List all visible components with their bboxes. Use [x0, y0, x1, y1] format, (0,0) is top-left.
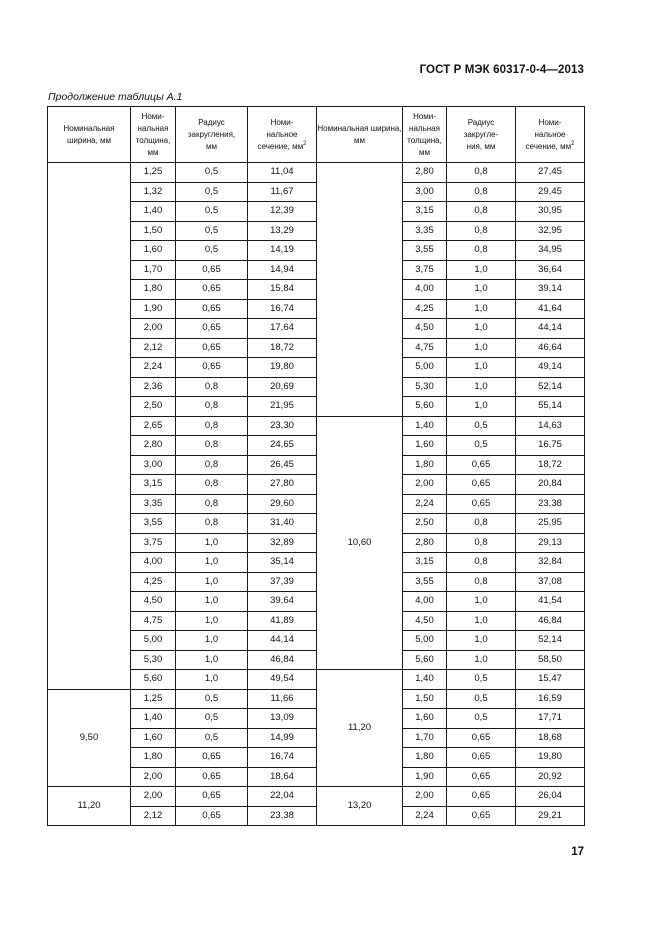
nominal-section-cell-right: 34,95: [516, 241, 585, 261]
nominal-thickness-cell-left: 3,55: [131, 514, 176, 534]
nominal-thickness-cell-left: 1,25: [131, 689, 176, 709]
table-caption: Продолжение таблицы А.1: [48, 91, 183, 103]
nominal-section-cell-right: 29,21: [516, 806, 585, 826]
nominal-section-cell-right: 32,84: [516, 553, 585, 573]
radius-cell-left: 0,8: [176, 514, 248, 534]
col-header-section-left: [248, 107, 317, 163]
nominal-section-cell-right: 29,13: [516, 533, 585, 553]
nominal-section-cell-left: 46,84: [248, 650, 317, 670]
nominal-section-cell-right: 15,47: [516, 670, 585, 690]
nominal-width-cell-right: 11,20: [317, 670, 403, 787]
nominal-section-cell-right: 29,45: [516, 182, 585, 202]
radius-cell-left: 0,5: [176, 202, 248, 222]
table-row: [48, 163, 585, 183]
nominal-thickness-cell-left: 1,40: [131, 202, 176, 222]
nominal-thickness-cell-right: 5,00: [403, 631, 447, 651]
radius-cell-left: 0,65: [176, 280, 248, 300]
radius-cell-left: 0,65: [176, 338, 248, 358]
nominal-section-cell-right: 23,38: [516, 494, 585, 514]
radius-cell-right: 1,0: [447, 280, 516, 300]
col-header-section-right: [516, 107, 585, 163]
nominal-section-cell-left: 37,39: [248, 572, 317, 592]
nominal-thickness-cell-right: 5,30: [403, 377, 447, 397]
nominal-thickness-cell-left: 2,00: [131, 787, 176, 807]
nominal-thickness-cell-left: 2,36: [131, 377, 176, 397]
nominal-section-cell-right: 16,59: [516, 689, 585, 709]
nominal-section-cell-left: 14,94: [248, 260, 317, 280]
radius-cell-left: 0,8: [176, 455, 248, 475]
table-body: [48, 163, 585, 826]
nominal-section-cell-left: 16,74: [248, 299, 317, 319]
nominal-thickness-cell-right: 2,24: [403, 806, 447, 826]
nominal-thickness-cell-right: 5,00: [403, 358, 447, 378]
nominal-section-cell-left: 14,99: [248, 728, 317, 748]
col-header-section-right-sup: 2: [571, 140, 575, 147]
nominal-thickness-cell-left: 4,50: [131, 592, 176, 612]
nominal-section-cell-left: 29,60: [248, 494, 317, 514]
radius-cell-right: 0,8: [447, 221, 516, 241]
nominal-thickness-cell-right: 1,70: [403, 728, 447, 748]
nominal-thickness-cell-right: 1,40: [403, 416, 447, 436]
radius-cell-left: 0,8: [176, 475, 248, 495]
radius-cell-left: 1,0: [176, 533, 248, 553]
nominal-thickness-cell-left: 2,50: [131, 397, 176, 417]
radius-cell-left: 1,0: [176, 592, 248, 612]
nominal-section-cell-right: 30,95: [516, 202, 585, 222]
nominal-section-cell-left: 23,30: [248, 416, 317, 436]
nominal-section-cell-right: 18,68: [516, 728, 585, 748]
nominal-thickness-cell-left: 2,24: [131, 358, 176, 378]
nominal-section-cell-right: 19,80: [516, 748, 585, 768]
nominal-width-cell-left: [48, 163, 131, 690]
radius-cell-right: 0,8: [447, 572, 516, 592]
nominal-width-cell-left: 11,20: [48, 787, 131, 826]
nominal-section-cell-right: 49,14: [516, 358, 585, 378]
nominal-thickness-cell-right: 3,55: [403, 572, 447, 592]
nominal-thickness-cell-right: 5,60: [403, 397, 447, 417]
nominal-thickness-cell-left: 1,80: [131, 748, 176, 768]
radius-cell-right: 0,65: [447, 475, 516, 495]
nominal-width-cell-left: 9,50: [48, 689, 131, 787]
nominal-section-cell-left: 21,95: [248, 397, 317, 417]
nominal-section-cell-left: 18,72: [248, 338, 317, 358]
table-row: [48, 787, 585, 807]
nominal-section-cell-right: 17,71: [516, 709, 585, 729]
nominal-section-cell-right: 26,04: [516, 787, 585, 807]
radius-cell-right: 0,8: [447, 553, 516, 573]
nominal-thickness-cell-left: 3,75: [131, 533, 176, 553]
nominal-section-cell-right: 32,95: [516, 221, 585, 241]
nominal-section-cell-left: 19,80: [248, 358, 317, 378]
nominal-thickness-cell-right: 2,80: [403, 163, 447, 183]
nominal-thickness-cell-right: 1,40: [403, 670, 447, 690]
nominal-thickness-cell-right: 4,50: [403, 319, 447, 339]
radius-cell-right: 0,8: [447, 182, 516, 202]
radius-cell-right: 0,8: [447, 533, 516, 553]
radius-cell-right: 0,65: [447, 494, 516, 514]
nominal-section-cell-right: 39,14: [516, 280, 585, 300]
nominal-thickness-cell-right: 3,15: [403, 553, 447, 573]
radius-cell-right: 1,0: [447, 299, 516, 319]
document-header: ГОСТ Р МЭК 60317-0-4—2013: [419, 64, 584, 76]
radius-cell-right: 0,65: [447, 806, 516, 826]
nominal-thickness-cell-right: 2,50: [403, 514, 447, 534]
radius-cell-left: 0,65: [176, 299, 248, 319]
radius-cell-right: 0,5: [447, 436, 516, 456]
radius-cell-left: 0,5: [176, 241, 248, 261]
radius-cell-left: 0,8: [176, 494, 248, 514]
nominal-section-cell-right: 55,14: [516, 397, 585, 417]
radius-cell-right: 1,0: [447, 319, 516, 339]
nominal-section-cell-right: 20,92: [516, 767, 585, 787]
radius-cell-right: 1,0: [447, 397, 516, 417]
radius-cell-left: 0,5: [176, 221, 248, 241]
nominal-section-cell-right: 37,08: [516, 572, 585, 592]
nominal-section-cell-right: 52,14: [516, 377, 585, 397]
nominal-section-cell-right: 14,63: [516, 416, 585, 436]
radius-cell-right: 1,0: [447, 377, 516, 397]
col-header-width-right: Номинальная ширина, мм: [317, 107, 403, 163]
radius-cell-right: 0,65: [447, 455, 516, 475]
nominal-thickness-cell-left: 1,25: [131, 163, 176, 183]
nominal-thickness-cell-left: 1,60: [131, 241, 176, 261]
radius-cell-left: 0,5: [176, 163, 248, 183]
nominal-thickness-cell-left: 5,30: [131, 650, 176, 670]
nominal-thickness-cell-left: 1,80: [131, 280, 176, 300]
radius-cell-left: 1,0: [176, 650, 248, 670]
nominal-section-cell-right: 16,75: [516, 436, 585, 456]
nominal-section-cell-left: 16,74: [248, 748, 317, 768]
radius-cell-left: 1,0: [176, 553, 248, 573]
radius-cell-left: 0,5: [176, 182, 248, 202]
nominal-width-cell-right: 13,20: [317, 787, 403, 826]
radius-cell-left: 0,8: [176, 377, 248, 397]
nominal-thickness-cell-right: 1,90: [403, 767, 447, 787]
nominal-thickness-cell-left: 2,00: [131, 767, 176, 787]
nominal-thickness-cell-left: 2,65: [131, 416, 176, 436]
nominal-section-cell-right: 44,14: [516, 319, 585, 339]
radius-cell-right: 1,0: [447, 592, 516, 612]
nominal-section-cell-left: 32,89: [248, 533, 317, 553]
nominal-thickness-cell-left: 1,60: [131, 728, 176, 748]
nominal-section-cell-right: 58,50: [516, 650, 585, 670]
nominal-section-cell-left: 41,89: [248, 611, 317, 631]
nominal-thickness-cell-left: 1,32: [131, 182, 176, 202]
radius-cell-left: 1,0: [176, 631, 248, 651]
nominal-thickness-cell-right: 3,15: [403, 202, 447, 222]
nominal-width-cell-right: [317, 163, 403, 417]
nominal-section-cell-left: 39,64: [248, 592, 317, 612]
radius-cell-left: 1,0: [176, 670, 248, 690]
nominal-thickness-cell-right: 1,80: [403, 748, 447, 768]
nominal-thickness-cell-left: 3,35: [131, 494, 176, 514]
nominal-section-cell-right: 20,84: [516, 475, 585, 495]
col-header-thickness-left: Номи- нальная толщина, мм: [131, 107, 176, 163]
nominal-section-cell-left: 35,14: [248, 553, 317, 573]
radius-cell-right: 0,65: [447, 748, 516, 768]
col-header-section-right-text: Номи- нальное сечение, мм: [525, 117, 572, 151]
table-header-row: [48, 107, 585, 163]
nominal-thickness-cell-right: 1,60: [403, 436, 447, 456]
nominal-thickness-cell-left: 2,00: [131, 319, 176, 339]
nominal-thickness-cell-right: 3,75: [403, 260, 447, 280]
nominal-section-cell-left: 26,45: [248, 455, 317, 475]
nominal-section-cell-left: 15,84: [248, 280, 317, 300]
radius-cell-right: 0,5: [447, 709, 516, 729]
radius-cell-right: 0,5: [447, 416, 516, 436]
nominal-thickness-cell-left: 1,90: [131, 299, 176, 319]
radius-cell-left: 1,0: [176, 572, 248, 592]
nominal-section-cell-left: 13,29: [248, 221, 317, 241]
radius-cell-right: 0,65: [447, 787, 516, 807]
nominal-section-cell-right: 46,64: [516, 338, 585, 358]
nominal-section-cell-left: 49,54: [248, 670, 317, 690]
nominal-thickness-cell-right: 1,80: [403, 455, 447, 475]
radius-cell-left: 0,65: [176, 748, 248, 768]
nominal-section-cell-left: 12,39: [248, 202, 317, 222]
nominal-thickness-cell-right: 4,75: [403, 338, 447, 358]
radius-cell-left: 0,8: [176, 416, 248, 436]
page-number: 17: [571, 846, 584, 858]
nominal-section-cell-left: 44,14: [248, 631, 317, 651]
nominal-thickness-cell-right: 4,50: [403, 611, 447, 631]
nominal-thickness-cell-right: 5,60: [403, 650, 447, 670]
nominal-thickness-cell-left: 4,00: [131, 553, 176, 573]
nominal-thickness-cell-left: 5,00: [131, 631, 176, 651]
nominal-thickness-cell-right: 1,60: [403, 709, 447, 729]
col-header-radius-right: Радиус закругле- ния, мм: [447, 107, 516, 163]
radius-cell-right: 1,0: [447, 611, 516, 631]
nominal-section-cell-left: 20,69: [248, 377, 317, 397]
nominal-section-cell-left: 11,66: [248, 689, 317, 709]
nominal-thickness-cell-left: 1,40: [131, 709, 176, 729]
col-header-thickness-right: Номи- нальная толщина, мм: [403, 107, 447, 163]
nominal-thickness-cell-right: 2,24: [403, 494, 447, 514]
nominal-thickness-cell-right: 1,50: [403, 689, 447, 709]
nominal-section-cell-right: 41,64: [516, 299, 585, 319]
radius-cell-left: 0,65: [176, 787, 248, 807]
nominal-section-cell-right: 41,54: [516, 592, 585, 612]
table-row: [48, 689, 585, 709]
col-header-radius-left: Радиус закругления, мм: [176, 107, 248, 163]
nominal-thickness-cell-right: 2,80: [403, 533, 447, 553]
radius-cell-right: 1,0: [447, 650, 516, 670]
nominal-thickness-cell-right: 3,55: [403, 241, 447, 261]
radius-cell-left: 0,65: [176, 358, 248, 378]
nominal-section-cell-right: 46,84: [516, 611, 585, 631]
radius-cell-right: 0,8: [447, 202, 516, 222]
nominal-thickness-cell-right: 2,00: [403, 475, 447, 495]
radius-cell-left: 0,8: [176, 436, 248, 456]
nominal-thickness-cell-left: 3,15: [131, 475, 176, 495]
nominal-section-cell-right: 36,64: [516, 260, 585, 280]
radius-cell-right: 0,65: [447, 728, 516, 748]
nominal-thickness-cell-left: 1,70: [131, 260, 176, 280]
nominal-thickness-cell-left: 4,75: [131, 611, 176, 631]
radius-cell-right: 1,0: [447, 338, 516, 358]
radius-cell-left: 0,65: [176, 806, 248, 826]
nominal-thickness-cell-left: 1,50: [131, 221, 176, 241]
nominal-section-cell-left: 11,04: [248, 163, 317, 183]
radius-cell-right: 0,8: [447, 163, 516, 183]
nominal-thickness-cell-right: 4,25: [403, 299, 447, 319]
radius-cell-right: 1,0: [447, 358, 516, 378]
nominal-thickness-cell-right: 3,35: [403, 221, 447, 241]
nominal-thickness-cell-right: 3,00: [403, 182, 447, 202]
nominal-width-cell-right: 10,60: [317, 416, 403, 670]
nominal-thickness-cell-right: 4,00: [403, 280, 447, 300]
radius-cell-right: 0,5: [447, 670, 516, 690]
radius-cell-right: 1,0: [447, 260, 516, 280]
nominal-thickness-cell-left: 4,25: [131, 572, 176, 592]
nominal-thickness-cell-right: 2,00: [403, 787, 447, 807]
nominal-section-cell-left: 17,64: [248, 319, 317, 339]
nominal-thickness-cell-right: 4,00: [403, 592, 447, 612]
radius-cell-left: 0,65: [176, 319, 248, 339]
nominal-section-cell-right: 25,95: [516, 514, 585, 534]
nominal-section-cell-right: 27,45: [516, 163, 585, 183]
col-header-section-left-sup: 2: [303, 140, 307, 147]
nominal-section-cell-left: 24,65: [248, 436, 317, 456]
radius-cell-right: 0,8: [447, 241, 516, 261]
nominal-thickness-cell-left: 5,60: [131, 670, 176, 690]
nominal-section-cell-left: 22,04: [248, 787, 317, 807]
nominal-section-cell-left: 14,19: [248, 241, 317, 261]
radius-cell-left: 1,0: [176, 611, 248, 631]
nominal-thickness-cell-left: 3,00: [131, 455, 176, 475]
col-header-width-left: Номинальная ширина, мм: [48, 107, 131, 163]
radius-cell-right: 1,0: [447, 631, 516, 651]
nominal-section-cell-right: 52,14: [516, 631, 585, 651]
nominal-thickness-cell-left: 2,12: [131, 806, 176, 826]
table-container: [47, 106, 585, 826]
dimensions-table: [47, 106, 585, 826]
radius-cell-left: 0,65: [176, 767, 248, 787]
nominal-section-cell-left: 31,40: [248, 514, 317, 534]
radius-cell-left: 0,5: [176, 689, 248, 709]
nominal-section-cell-left: 11,67: [248, 182, 317, 202]
nominal-section-cell-left: 18,64: [248, 767, 317, 787]
radius-cell-left: 0,5: [176, 709, 248, 729]
radius-cell-left: 0,5: [176, 728, 248, 748]
nominal-section-cell-left: 13,09: [248, 709, 317, 729]
nominal-thickness-cell-left: 2,12: [131, 338, 176, 358]
nominal-section-cell-left: 27,80: [248, 475, 317, 495]
radius-cell-right: 0,65: [447, 767, 516, 787]
nominal-thickness-cell-left: 2,80: [131, 436, 176, 456]
nominal-section-cell-right: 18,72: [516, 455, 585, 475]
nominal-section-cell-left: 23,38: [248, 806, 317, 826]
radius-cell-left: 0,8: [176, 397, 248, 417]
col-header-section-left-text: Номи- нальное сечение, мм: [257, 117, 304, 151]
radius-cell-right: 0,5: [447, 689, 516, 709]
radius-cell-right: 0,8: [447, 514, 516, 534]
radius-cell-left: 0,65: [176, 260, 248, 280]
